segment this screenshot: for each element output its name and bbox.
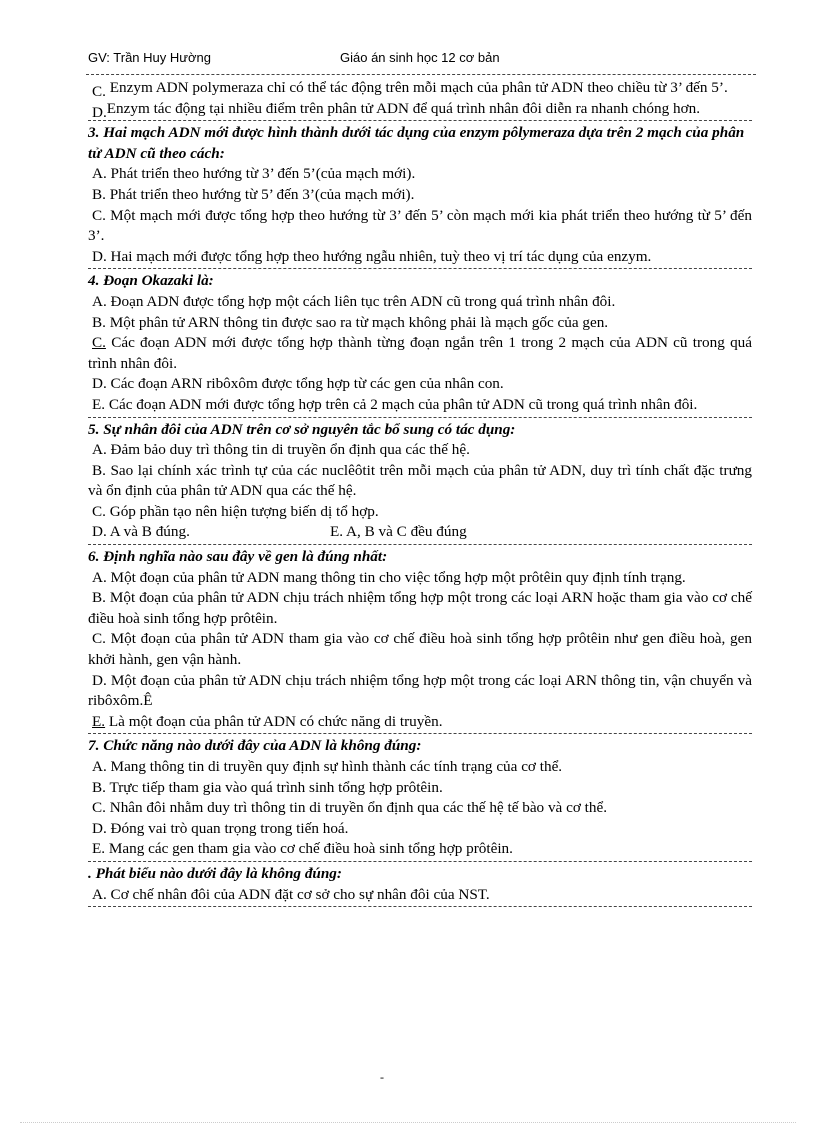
subject-title: Giáo án sinh học 12 cơ bản bbox=[340, 50, 500, 65]
answer-marker: C. bbox=[92, 334, 106, 352]
teacher-name: GV: Trần Huy Hường bbox=[88, 50, 211, 65]
question-text: 3. Hai mạch ADN mới được hình thành dưới tác dụng của enzym pôlymeraza dựa trên 2 mạch của phân tử ADN cũ theo cách: bbox=[88, 124, 745, 162]
option-d: D. A và B đúng. bbox=[92, 523, 190, 541]
option-c: C. Một mạch mới được tổng hợp theo hướng từ 3’ đến 5’ còn mạch mới kia phát triển theo hướng từ 5’ đến 3’. bbox=[88, 206, 752, 245]
page-footer-mark: - bbox=[380, 1070, 384, 1084]
option-a: A. Đảm bảo duy trì thông tin di truyền ổn định qua các thế hệ. bbox=[92, 441, 470, 459]
document-body bbox=[88, 78, 752, 909]
question-2-continuation bbox=[88, 78, 752, 121]
option-a: A. Cơ chế nhân đôi của ADN đặt cơ sở cho sự nhân đôi của NST. bbox=[92, 885, 490, 903]
question-3 bbox=[88, 123, 752, 269]
option-e: E. Mang các gen tham gia vào cơ chế điều hoà sinh tổng hợp prôtêin. bbox=[92, 840, 513, 858]
option-a: A. Mang thông tin di truyền quy định sự hình thành các tính trạng của cơ thể. bbox=[92, 758, 563, 775]
option-e: E. Các đoạn ADN mới được tổng hợp trên cả 2 mạch của phân tử ADN cũ trong quá trình nhân đôi. bbox=[92, 395, 698, 413]
option-d: D. Các đoạn ARN ribôxôm được tổng hợp từ các gen của nhân con. bbox=[92, 375, 504, 393]
options-d-e bbox=[88, 522, 752, 543]
question-text: 6. Định nghĩa nào sau đây về gen là đúng nhất: bbox=[88, 548, 388, 566]
option-a: A. Đoạn ADN được tổng hợp một cách liên tục trên ADN cũ trong quá trình nhân đôi. bbox=[92, 292, 616, 310]
option-c: C. Góp phần tạo nên hiện tượng biến dị tổ hợp. bbox=[92, 502, 379, 520]
question-text: 5. Sự nhân đôi của ADN trên cơ sở nguyên tắc bổ sung có tác dụng: bbox=[88, 420, 516, 438]
question-6 bbox=[88, 547, 752, 734]
question-7 bbox=[88, 736, 752, 862]
option-c: C. Một đoạn của phân tử ADN tham gia vào cơ chế điều hoà sinh tổng hợp prôtêin như gen điều hoà, gen khởi hành, gen vận hành. bbox=[88, 630, 752, 669]
question-text: . Phát biểu nào dưới đây là không đúng: bbox=[88, 864, 342, 882]
answer-marker: E. bbox=[92, 712, 106, 730]
option-c: C. Nhân đôi nhằm duy trì thông tin di truyền ổn định qua các thế hệ tế bào và cơ thể. bbox=[92, 799, 608, 817]
question-5 bbox=[88, 420, 752, 546]
option-b: B. Một phân tử ARN thông tin được sao ra từ mạch không phải là mạch gốc của gen. bbox=[92, 313, 609, 331]
question-4 bbox=[88, 271, 752, 417]
page-header bbox=[88, 50, 756, 70]
option-d: D.Enzym tác động tại nhiều điểm trên phân tử ADN để quá trình nhân đôi diễn ra nhanh chóng hơn. bbox=[92, 99, 701, 121]
header-divider bbox=[86, 74, 756, 75]
option-c: C. Enzym ADN polymeraza chỉ có thể tác động trên mỗi mạch của phân tử ADN theo chiều từ 3’ đến 5’. bbox=[92, 79, 728, 100]
option-b: B. Sao lại chính xác trình tự của các nuclêôtit trên mỗi mạch của phân tử ADN, duy trì tính chất đặc trưng và ổn định của phân tử ADN qua các thế hệ. bbox=[88, 461, 752, 500]
question-8 bbox=[88, 864, 752, 907]
option-d: D. Đóng vai trò quan trọng trong tiến hoá. bbox=[92, 819, 349, 837]
option-b: B. Phát triển theo hướng từ 5’ đến 3’(của mạch mới). bbox=[92, 185, 415, 203]
question-text: 4. Đoạn Okazaki là: bbox=[88, 272, 214, 290]
option-c: C. Các đoạn ADN mới được tổng hợp thành từng đoạn ngắn trên 1 trong 2 mạch của ADN cũ trong quá trình nhân đôi. bbox=[88, 334, 752, 372]
option-a: A. Một đoạn của phân tử ADN mang thông tin cho việc tổng hợp một prôtêin quy định tính trạng. bbox=[92, 568, 686, 586]
option-b: B. Trực tiếp tham gia vào quá trình sinh tổng hợp prôtêin. bbox=[92, 778, 443, 796]
option-a: A. Phát triển theo hướng từ 3’ đến 5’(của mạch mới). bbox=[92, 165, 416, 183]
option-e: E. A, B và C đều đúng bbox=[330, 523, 467, 541]
question-text: 7. Chức năng nào dưới đây của ADN là không đúng: bbox=[88, 737, 422, 755]
option-e: E. Là một đoạn của phân tử ADN có chức năng di truyền. bbox=[92, 712, 443, 730]
option-d: D. Một đoạn của phân tử ADN chịu trách nhiệm tổng hợp một trong các loại ARN thông tin, vận chuyển và ribôxôm.Ê bbox=[88, 671, 752, 710]
option-b: B. Một đoạn của phân tử ADN chịu trách nhiệm tổng hợp một trong các loại ARN hoặc tham gia vào cơ chế điều hoà sinh tổng hợp prôtêin. bbox=[88, 589, 752, 627]
option-d: D. Hai mạch mới được tổng hợp theo hướng ngẫu nhiên, tuỳ theo vị trí tác dụng của enzym. bbox=[92, 247, 652, 265]
